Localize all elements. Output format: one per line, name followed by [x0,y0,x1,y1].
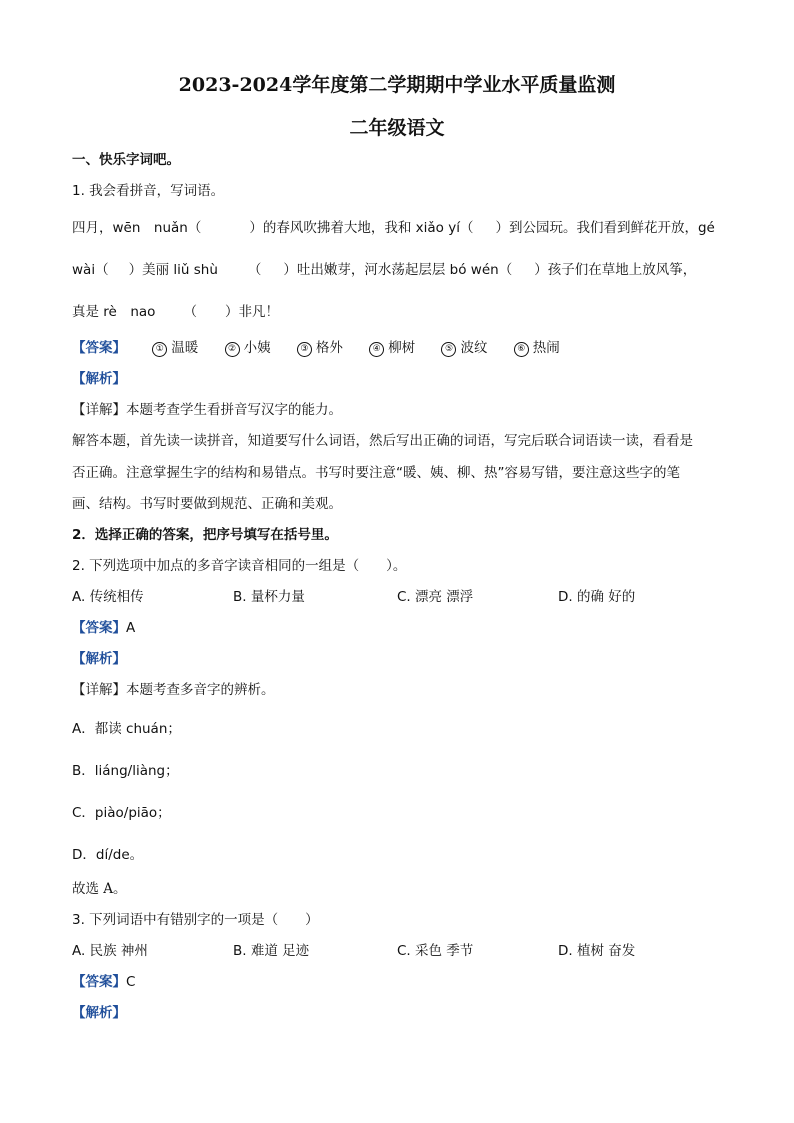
q2-option-b[interactable]: B. 量杯力量 [233,589,305,605]
q1-line-3: 真是 rè nao （ ）非凡！ [72,304,279,320]
pinyin-liushu: liǔ shù [173,262,218,278]
q3-option-b[interactable]: B. 难道 足迹 [233,943,310,959]
answer-item: ⑤ 波纹 [441,338,487,358]
pinyin-wennuan: wēn nuǎn（ [112,220,202,236]
q3-stem: 3. 下列词语中有错别字的一项是（ ） [72,912,319,928]
document-title: 2023-2024学年度第二学期期中学业水平质量监测 [178,74,616,96]
q2-answer-row [72,618,135,638]
q1-explanation-line: 否正确。注意掌握生字的结构和易错点。书写时要注意“暖、姨、柳、热”容易写错，要注意这些字的笔 [72,465,680,481]
q3-answer-row [72,972,135,992]
answer-tag: 【答案】 [72,620,126,636]
answer-item: ① 温暖 [152,338,198,358]
q1-explanation-line: 画、结构。书写时要做到规范、正确和美观。 [72,496,342,512]
pinyin-ge: gé [697,220,715,236]
q2-explain-a: A．都读 chuán； [72,721,181,737]
pinyin-bowen: bó wén（ [449,262,513,278]
answer-tag: 【答案】 [72,340,126,356]
section-1-heading: 一、快乐字词吧。 [72,152,180,168]
analysis-tag: 【解析】 [72,1005,126,1021]
q1-stem: 1. 我会看拼音，写词语。 [72,183,225,199]
q3-option-a[interactable]: A. 民族 神州 [72,943,148,959]
detail-tag: 【详解】 [72,682,126,698]
q2-answer: A [126,620,136,636]
q2-explain-c: C．piào/piāo； [72,805,171,821]
pinyin-wai: wài（ [72,262,109,278]
q1-detail: 【详解】本题考查学生看拼音写汉字的能力。 [72,402,342,418]
q3-option-c[interactable]: C. 采色 季节 [397,943,474,959]
q2-explain-b: B．liáng/liàng； [72,763,179,779]
q2-option-c[interactable]: C. 漂亮 漂浮 [397,589,474,605]
q2-stem: 2. 下列选项中加点的多音字读音相同的一组是（ ）。 [72,558,407,574]
pinyin-xiaoyi: xiǎo yí（ [415,220,474,236]
pinyin-renao: rè nao [103,304,156,320]
q1-answer-row [72,338,560,358]
answer-item: ⑥ 热闹 [514,338,560,358]
q2-conclusion: 故选 A。 [72,881,127,897]
analysis-tag: 【解析】 [72,371,126,387]
q2-explain-d: D．dí/de。 [72,847,144,863]
q1-line-2: wài（ ）美丽 liǔ shù （ ）吐出嫩芽，河水荡起层层 bó wén（ ）孩子们在草地上放风筝， [72,262,697,278]
q3-answer: C [126,974,136,990]
answer-item: ② 小姨 [225,338,271,358]
q2-option-d[interactable]: D. 的确 好的 [558,589,636,605]
analysis-tag: 【解析】 [72,651,126,667]
detail-tag: 【详解】 [72,402,126,418]
q1-explanation-line: 解答本题，首先读一读拼音，知道要写什么词语，然后写出正确的词语，写完后联合词语读一读，看看是 [72,433,693,449]
q1-line-1: 四月，wēn nuǎn（ ）的春风吹拂着大地，我和 xiǎo yí（ ）到公园玩。我们看到鲜花开放，gé [72,220,715,236]
q3-option-d[interactable]: D. 植树 奋发 [558,943,636,959]
q2-option-a[interactable]: A. 传统相传 [72,589,144,605]
section-2-heading: 2．选择正确的答案，把序号填写在括号里。 [72,527,338,543]
document-subtitle: 二年级语文 [349,117,445,139]
answer-item: ③ 格外 [297,338,343,358]
q2-detail: 【详解】本题考查多音字的辨析。 [72,682,275,698]
answer-tag: 【答案】 [72,974,126,990]
answer-item: ④ 柳树 [369,338,415,358]
